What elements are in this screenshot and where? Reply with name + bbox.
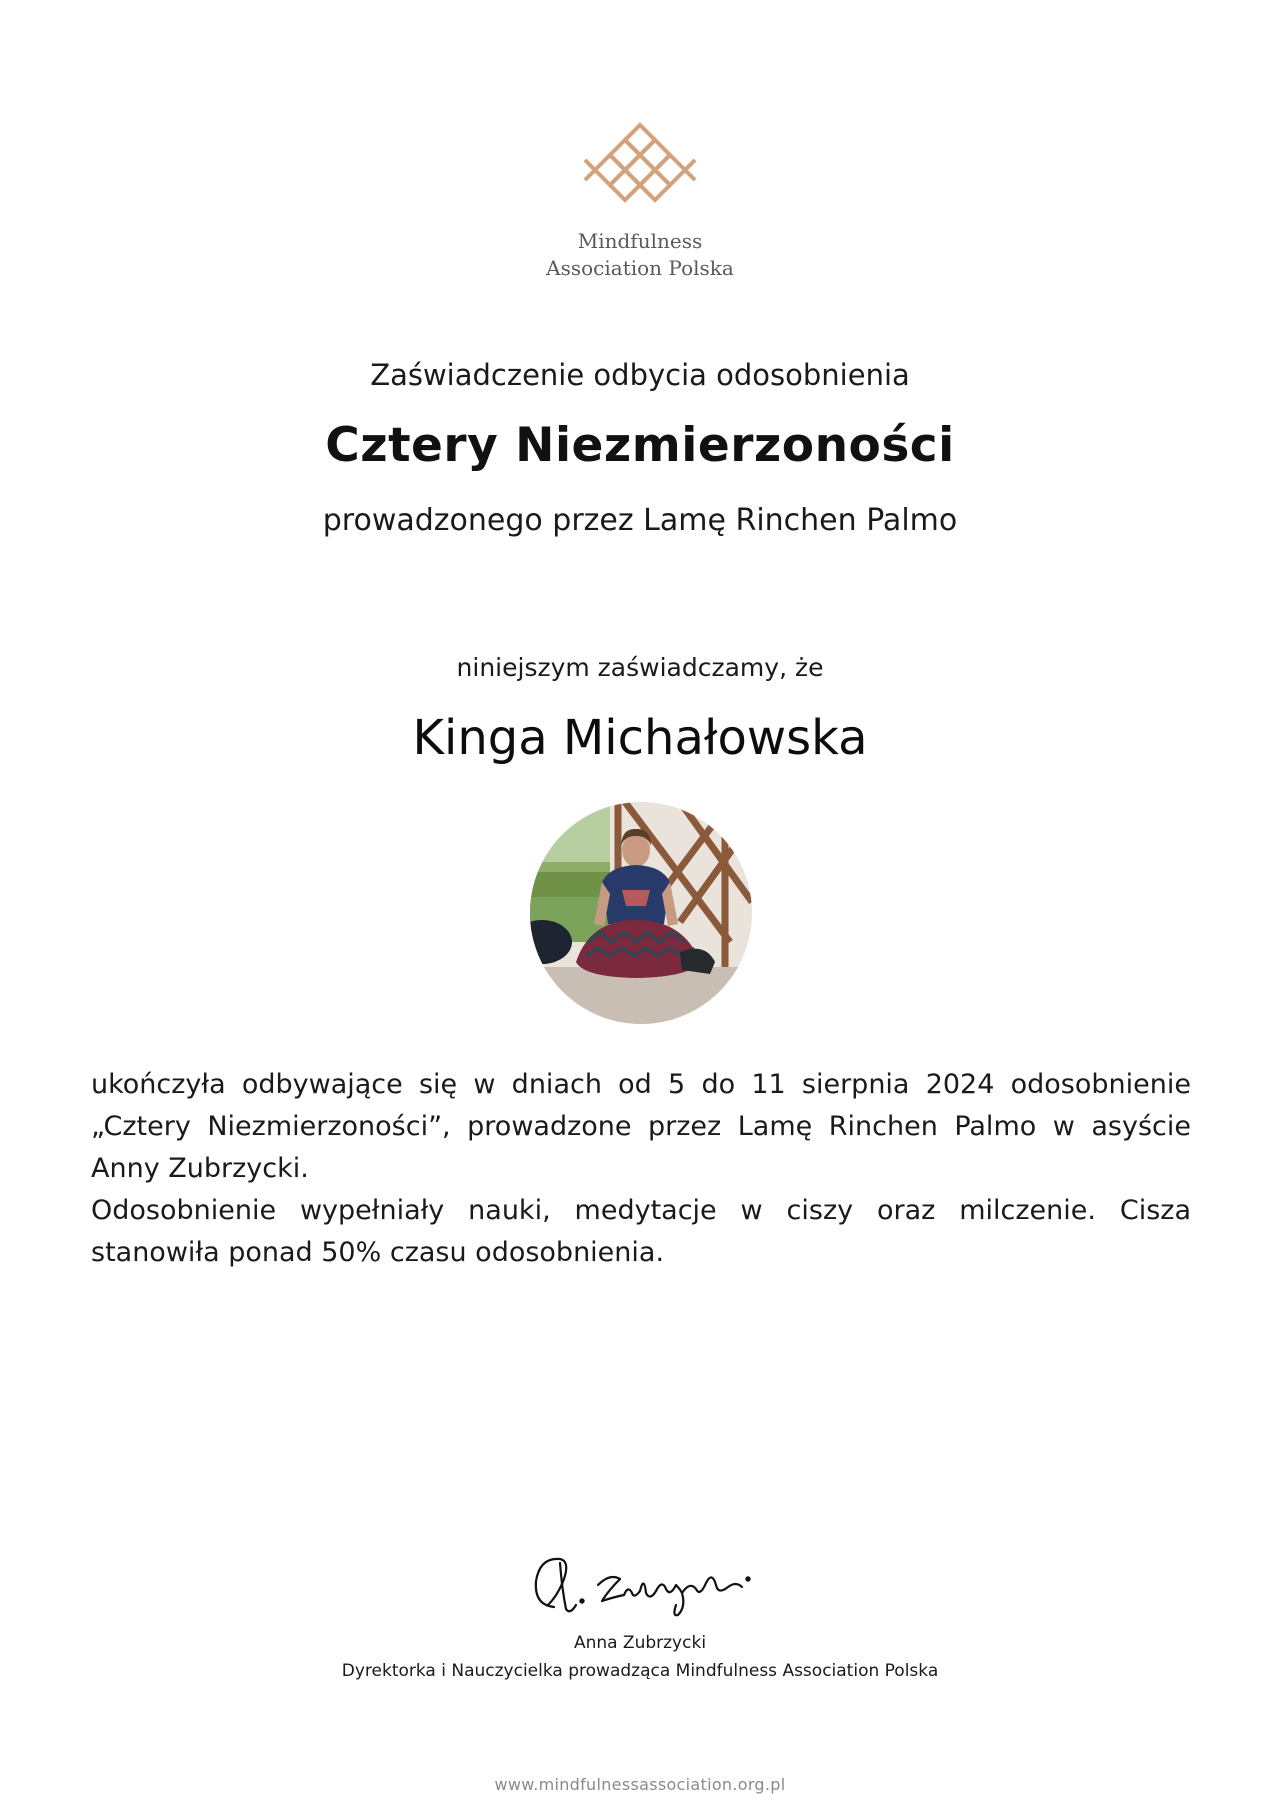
footer-website-link[interactable]: www.mindfulnessassociation.org.pl — [494, 1775, 786, 1794]
org-name-line1: Mindfulness — [577, 229, 703, 253]
certificate-title: Cztery Niezmierzoności — [325, 418, 955, 473]
certificate-body — [91, 1064, 1191, 1274]
certificate-intro: Zaświadczenie odbycia odosobnienia — [370, 358, 910, 392]
org-logo — [0, 120, 1280, 210]
org-name-line2: Association Polska — [546, 256, 734, 280]
body-paragraph-1: ukończyła odbywające się w dniach od 5 do 11 sierpnia 2024 odosobnienie „Cztery Niezmierzoności”, prowadzone przez Lamę Rinchen Palmo w asyście Anny Zubrzycki. — [91, 1069, 1191, 1184]
signatory-role: Dyrektorka i Nauczycielka prowadząca Mindfulness Association Polska — [341, 1661, 939, 1681]
certificate-lead: prowadzonego przez Lamę Rinchen Palmo — [322, 503, 958, 538]
recipient-name: Kinga Michałowska — [412, 710, 868, 766]
signatory-name: Anna Zubrzycki — [573, 1633, 707, 1653]
body-paragraph-2: Odosobnienie wypełniały nauki, medytacje w ciszy oraz milczenie. Cisza stanowiła ponad 50% czasu odosobnienia. — [91, 1195, 1191, 1268]
certificate-statement: niniejszym zaświadczamy, że — [456, 653, 824, 682]
handwritten-signature — [520, 1545, 760, 1625]
recipient-photo — [530, 802, 752, 1024]
endless-knot-icon — [580, 120, 700, 210]
